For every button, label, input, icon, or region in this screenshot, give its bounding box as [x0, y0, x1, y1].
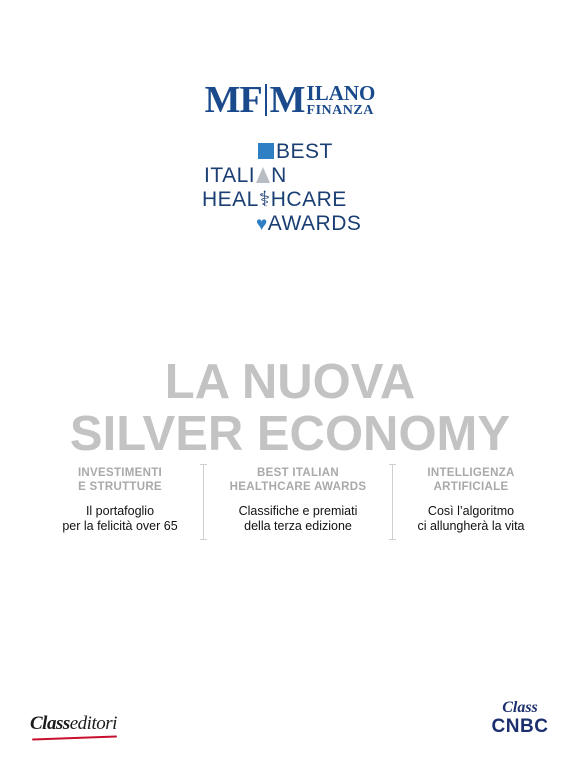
caduceus-icon: ⚕ — [258, 188, 271, 211]
class-editori-logo: Classeditori — [30, 713, 117, 735]
cover-headline — [0, 356, 580, 460]
headline-line-2: SILVER ECONOMY — [69, 407, 511, 461]
teaser-investimenti[interactable] — [45, 466, 195, 534]
teaser-body: Così l’algoritmo ci allungherà la vita — [417, 504, 525, 533]
blue-square-icon — [258, 143, 274, 159]
column-divider — [203, 464, 204, 540]
teaser-kicker: INTELLIGENZA ARTIFICIALE — [427, 467, 515, 493]
headline-line-1: LA NUOVA — [164, 355, 416, 409]
awards-row-2: ITALI N — [204, 164, 287, 187]
teaser-intelligenza[interactable] — [396, 466, 546, 534]
awards-row-1: BEST — [200, 140, 390, 164]
logo-divider — [265, 84, 267, 116]
logo-swoosh — [32, 736, 117, 741]
heart-icon: ♥ — [256, 214, 268, 235]
awards-row-4: ♥AWARDS — [256, 212, 362, 235]
awards-row-3: HEAL⚕HCARE — [202, 188, 347, 211]
teaser-kicker: BEST ITALIAN HEALTHCARE AWARDS — [229, 467, 367, 493]
best-italian-healthcare-awards-logo — [200, 140, 390, 236]
teaser-body: Classifiche e premiati della terza edizione — [238, 504, 358, 533]
column-divider — [392, 464, 393, 540]
teaser-body: Il portafoglio per la felicità over 65 — [62, 504, 178, 533]
milano-finanza-logo — [0, 78, 580, 122]
milano-finanza-wordmark: M ILANO FINANZA — [269, 79, 376, 121]
teaser-kicker: INVESTIMENTI E STRUTTURE — [77, 467, 163, 493]
teaser-awards[interactable] — [223, 466, 373, 534]
class-cnbc-logo: Class CNBC — [491, 699, 549, 737]
triangle-icon — [256, 167, 270, 183]
mf-mark: MF — [204, 79, 262, 121]
